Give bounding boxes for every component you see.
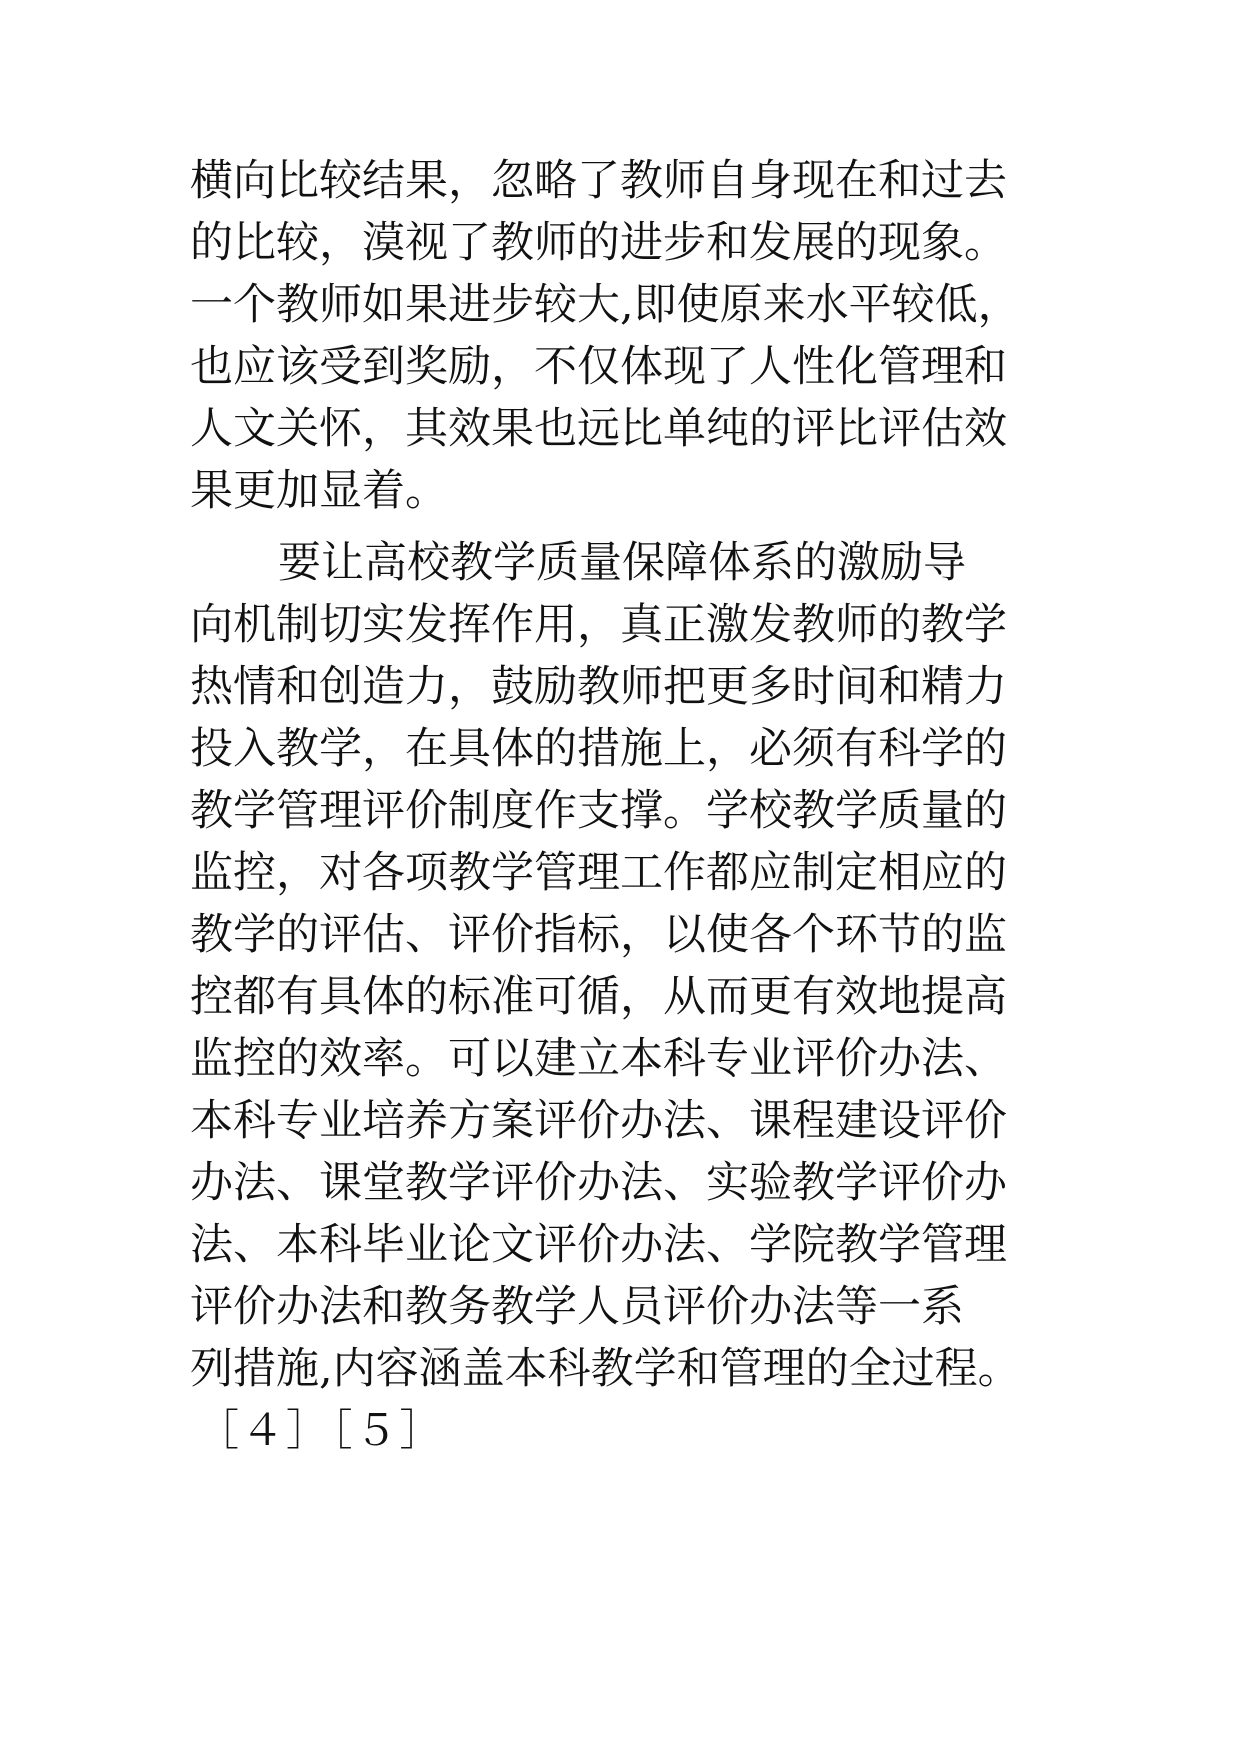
text-line: 果更加显着。 <box>190 466 448 516</box>
body-text <box>190 150 1150 1462</box>
text-line: 评价办法和教务教学人员评价办法等一系 <box>190 1282 964 1332</box>
text-line: 控都有具体的标准可循，从而更有效地提高 <box>190 972 1007 1022</box>
text-line: 人文关怀，其效果也远比单纯的评比评估效 <box>190 404 1007 454</box>
citation-reference: ［４］［５］ <box>196 1406 445 1456</box>
text-line: 监控，对各项教学管理工作都应制定相应的 <box>190 848 1007 898</box>
text-line: 办法、课堂教学评价办法、实验教学评价办 <box>190 1158 1007 1208</box>
text-line: 也应该受到奖励，不仅体现了人性化管理和 <box>190 342 1007 392</box>
paragraph-gap <box>190 522 1150 532</box>
text-line: 一个教师如果进步较大,即使原来水平较低， <box>190 280 1021 330</box>
text-line: 横向比较结果，忽略了教师自身现在和过去 <box>190 156 1007 206</box>
text-line: 向机制切实发挥作用，真正激发教师的教学 <box>190 600 1007 650</box>
text-line: 本科专业培养方案评价办法、课程建设评价 <box>190 1096 1007 1146</box>
text-line: 的比较，漠视了教师的进步和发展的现象。 <box>190 218 1007 268</box>
text-line: 投入教学，在具体的措施上，必须有科学的 <box>190 724 1007 774</box>
paragraph-1 <box>190 150 1150 522</box>
text-line: 监控的效率。可以建立本科专业评价办法、 <box>190 1034 1007 1084</box>
text-line: 法、本科毕业论文评价办法、学院教学管理 <box>190 1220 1007 1270</box>
paragraph-2 <box>190 532 1150 1462</box>
text-line-indented: 要让高校教学质量保障体系的激励导 <box>278 538 966 588</box>
text-line: 教学管理评价制度作支撑。学校教学质量的 <box>190 786 1007 836</box>
text-line: 热情和创造力，鼓励教师把更多时间和精力 <box>190 662 1007 712</box>
text-line: 教学的评估、评价指标，以使各个环节的监 <box>190 910 1007 960</box>
text-line: 列措施,内容涵盖本科教学和管理的全过程。 <box>190 1344 1021 1394</box>
